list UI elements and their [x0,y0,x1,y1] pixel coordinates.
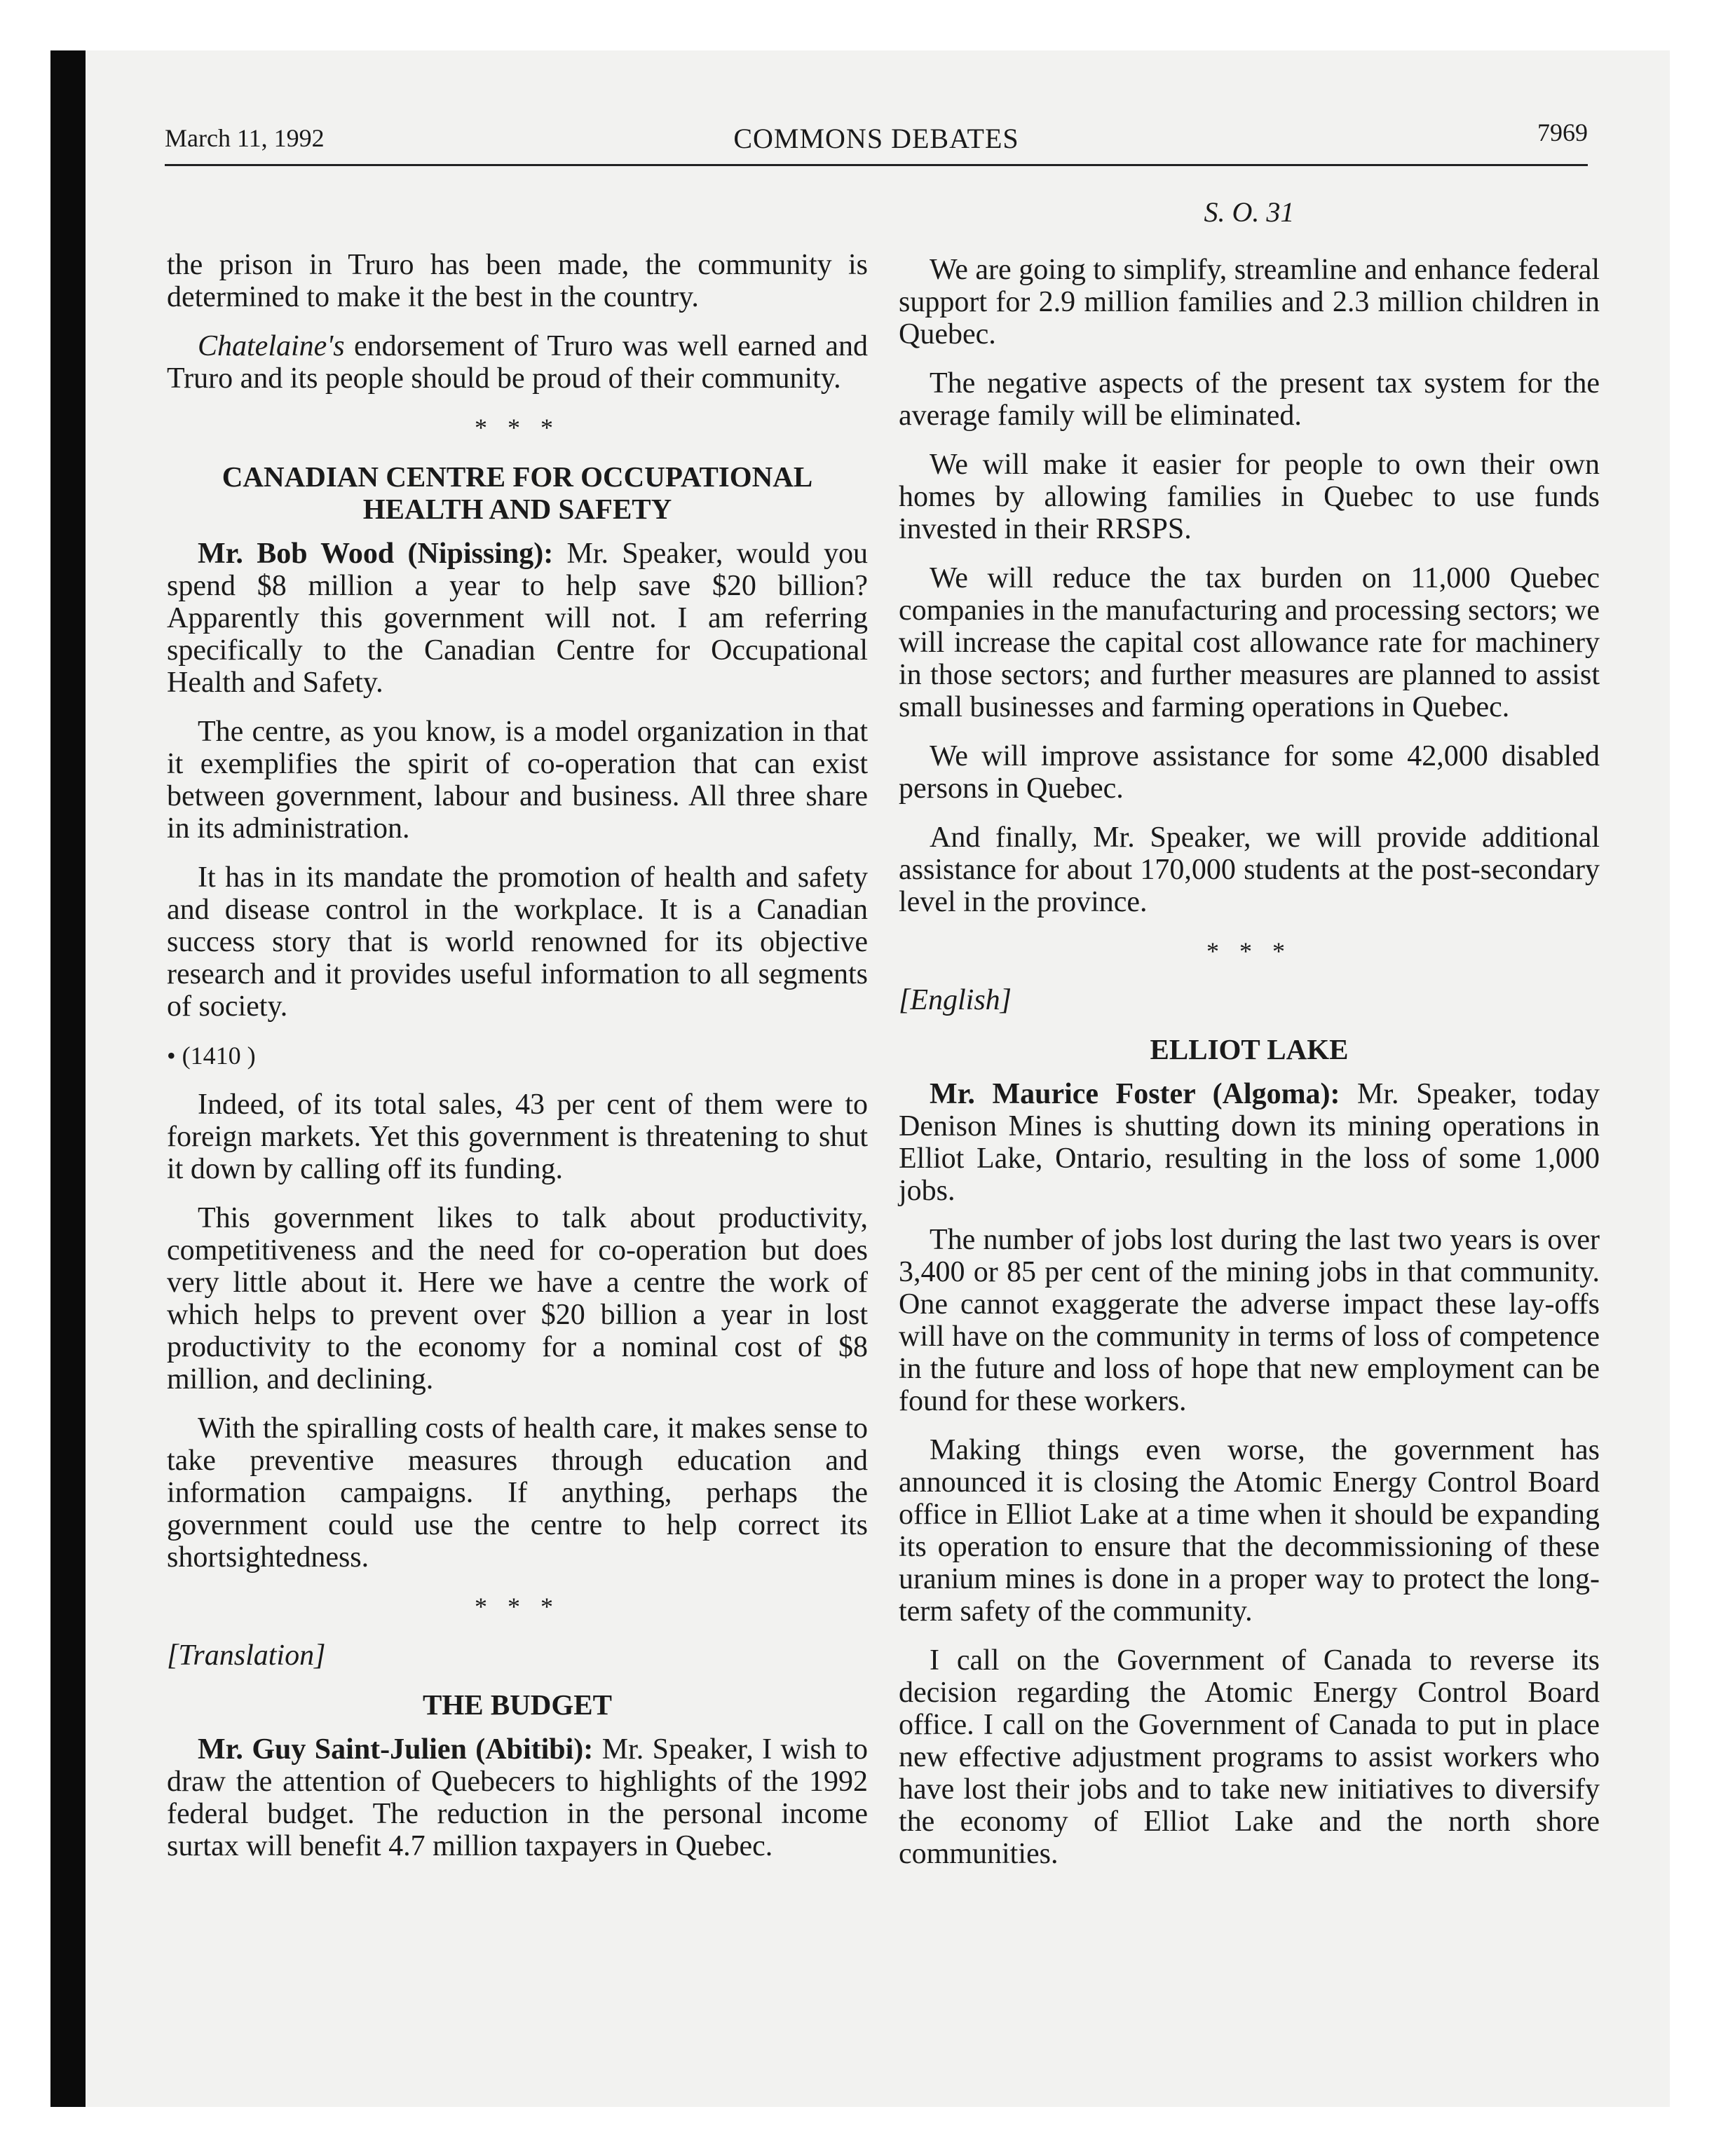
paragraph-text: Mr. Speaker, I wish to draw the attention of Quebecers to highlights of the 1992 federal budget. The reduction in the personal income surtax will benefit 4.7 million taxpayers in Quebec. [167,1733,868,1862]
language-marker: [Translation] [167,1639,326,1672]
paragraph: It has in its mandate the promotion of health and safety and disease control in the workplace. It is a Canadian success story that is world renowned for its objective research and it provides useful information to all segments of society. [167,861,868,1023]
header-page-number: 7969 [1537,118,1588,146]
paragraph-text: Mr. Speaker, today Denison Mines is shutting down its mining operations in Elliot Lake, Ontario, resulting in the loss of some 1,000 jobs. [899,1078,1600,1207]
paragraph: And finally, Mr. Speaker, we will provide additional assistance for about 170,000 students at the post-secondary level in the province. [899,821,1600,918]
paragraph-text: Mr. Speaker, would you spend $8 million a year to help save $20 billion? Apparently this government will not. I am referring specifically to the Canadian Centre for Occupational Health and Safety. [167,538,868,699]
paragraph [167,1733,868,1862]
speaker-name: Mr. Guy Saint-Julien (Abitibi): [198,1733,594,1766]
language-marker: [English] [899,984,1012,1016]
paragraph: We will reduce the tax burden on 11,000 Quebec companies in the manufacturing and processing sectors; we will increase the capital cost allowance rate for machinery in those sectors; and further measures are planned to assist small businesses and farming operations in Quebec. [899,562,1600,723]
section-heading: THE BUDGET [423,1688,612,1721]
paragraph: With the spiralling costs of health care, it makes sense to take preventive measures through education and information campaigns. If anything, perhaps the government could use the centre to help correct its shortsightedness. [167,1412,868,1574]
paragraph [167,330,868,395]
scan-black-edge [50,50,86,2107]
paragraph [167,538,868,699]
paragraph: We are going to simplify, streamline and enhance federal support for 2.9 million families and 2.3 million children in Quebec. [899,254,1600,350]
paragraph: The centre, as you know, is a model organization in that it exemplifies the spirit of co-operation that can exist between government, labour and business. All three share in its administration. [167,716,868,845]
publication-title: Chatelaine's [198,330,345,362]
paragraph: The number of jobs lost during the last two years is over 3,400 or 85 per cent of the mining jobs in that community. One cannot exaggerate the adverse impact these lay-offs will have on the community in terms of loss of competence in the future and loss of hope that new employment can be found for these workers. [899,1224,1600,1417]
right-column [899,196,1600,1887]
speaker-name: Mr. Bob Wood (Nipissing): [198,538,554,570]
header-title: COMMONS DEBATES [733,123,1019,154]
section-separator: * * * [475,1592,560,1621]
paragraph: We will make it easier for people to own their own homes by allowing families in Quebec to use funds invested in their RRSPS. [899,449,1600,545]
section-heading: CANADIAN CENTRE FOR OCCUPATIONAL HEALTH AND SAFETY [222,460,813,525]
speaker-name: Mr. Maurice Foster (Algoma): [930,1078,1340,1110]
section-separator: * * * [475,414,560,442]
paragraph: This government likes to talk about productivity, competitiveness and the need for co-operation but does very little about it. Here we have a centre the work of which helps to prevent over $20 billion a year in lost productivity to the economy for a nominal cost of $8 million, and declining. [167,1202,868,1396]
section-heading: ELLIOT LAKE [1150,1033,1349,1065]
paragraph-text: endorsement of Truro was well earned and Truro and its people should be proud of their community. [167,330,868,395]
time-marker: • (1410 ) [167,1042,256,1070]
paragraph: I call on the Government of Canada to reverse its decision regarding the Atomic Energy Control Board office. I call on the Government of Canada to put in place new effective adjustment programs to assist workers who have lost their jobs and to take new initiatives to diversify the economy of Elliot Lake and the north shore communities. [899,1644,1600,1870]
paragraph [899,1078,1600,1207]
paragraph: Indeed, of its total sales, 43 per cent of them were to foreign markets. Yet this government is threatening to shut it down by calling off its funding. [167,1089,868,1185]
paragraph: The negative aspects of the present tax system for the average family will be eliminated. [899,367,1600,432]
header-date: March 11, 1992 [165,124,325,152]
page-header [165,118,1588,166]
paragraph: Making things even worse, the government has announced it is closing the Atomic Energy Control Board office in Elliot Lake at a time when it should be expanding its operation to ensure that the decommissioning of these uranium mines is done in a proper way to protect the long-term safety of the community. [899,1434,1600,1628]
paragraph: the prison in Truro has been made, the community is determined to make it the best in the country. [167,249,868,313]
paragraph: We will improve assistance for some 42,000 disabled persons in Quebec. [899,740,1600,805]
section-separator: * * * [1206,937,1292,965]
standing-order-label: S. O. 31 [1204,196,1295,228]
left-column [167,249,868,1879]
